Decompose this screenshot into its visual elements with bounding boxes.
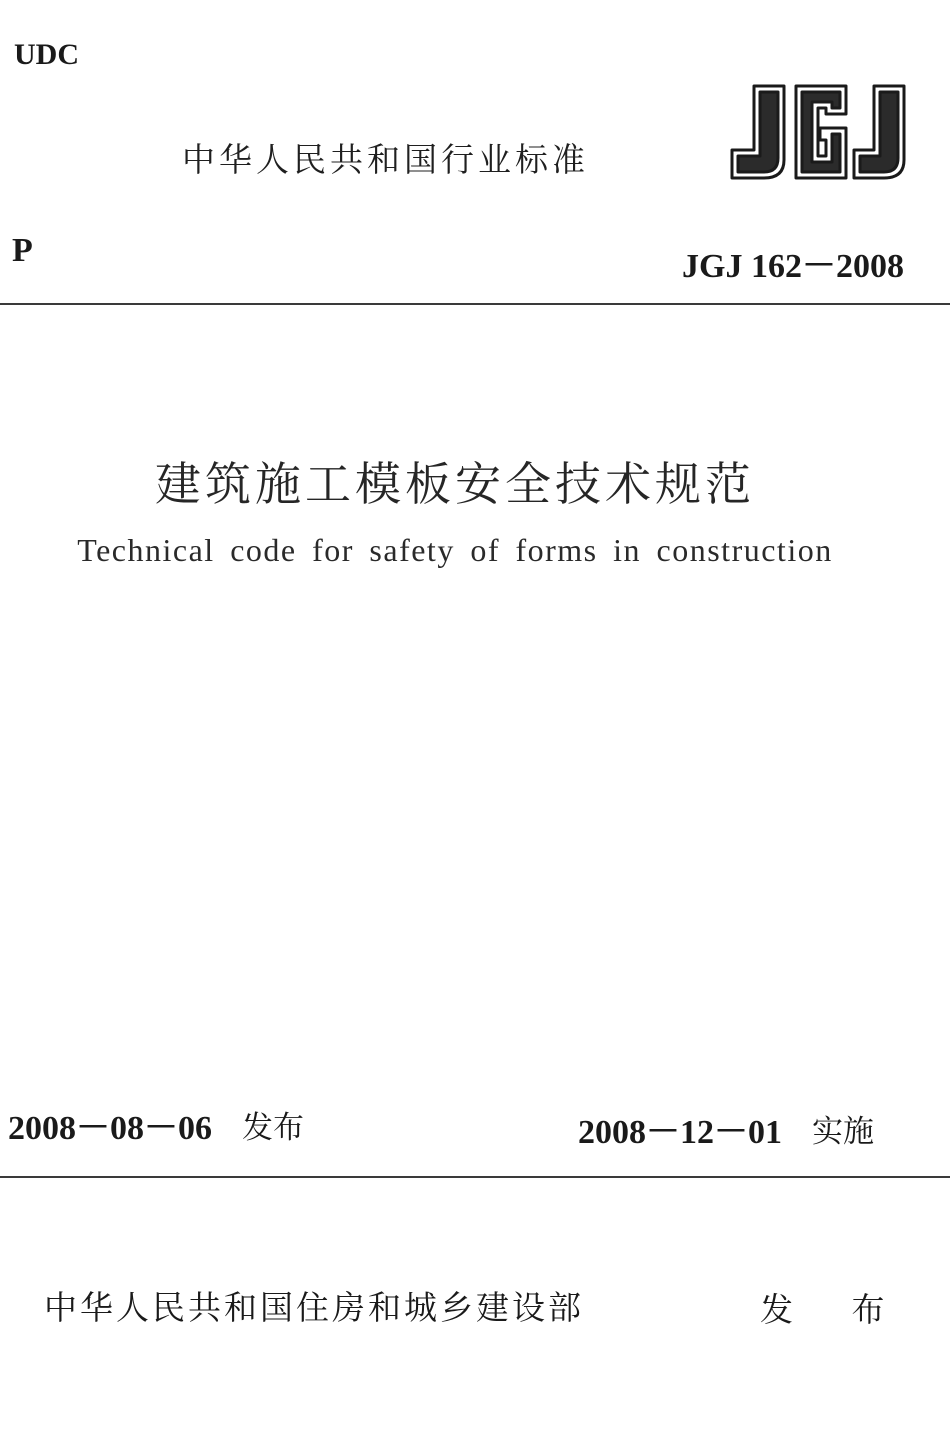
jgj-logo-mark bbox=[732, 86, 904, 178]
title-english: Technical code for safety of forms in construction bbox=[77, 532, 833, 568]
industry-standard-heading: 中华人民共和国行业标准 bbox=[182, 140, 589, 179]
effective-label: 实施 bbox=[812, 1114, 874, 1150]
title-chinese: 建筑施工模板安全技术规范 bbox=[155, 457, 755, 511]
release-label: 发布 bbox=[242, 1110, 304, 1146]
release-date: 2008－08－06 bbox=[8, 1110, 212, 1147]
top-divider bbox=[0, 303, 950, 305]
effective-date: 2008－12－01 bbox=[578, 1114, 782, 1151]
issue-label: 发 布 bbox=[760, 1290, 909, 1329]
standard-number: JGJ 162－2008 bbox=[682, 248, 904, 285]
category-code: P bbox=[12, 232, 33, 269]
jgj-logo bbox=[722, 78, 912, 184]
release-date-block bbox=[8, 1100, 304, 1149]
issuing-authority: 中华人民共和国住房和城乡建设部 bbox=[44, 1288, 584, 1327]
bottom-divider bbox=[0, 1176, 950, 1178]
effective-date-block bbox=[578, 1104, 874, 1153]
udc-label: UDC bbox=[14, 38, 79, 71]
